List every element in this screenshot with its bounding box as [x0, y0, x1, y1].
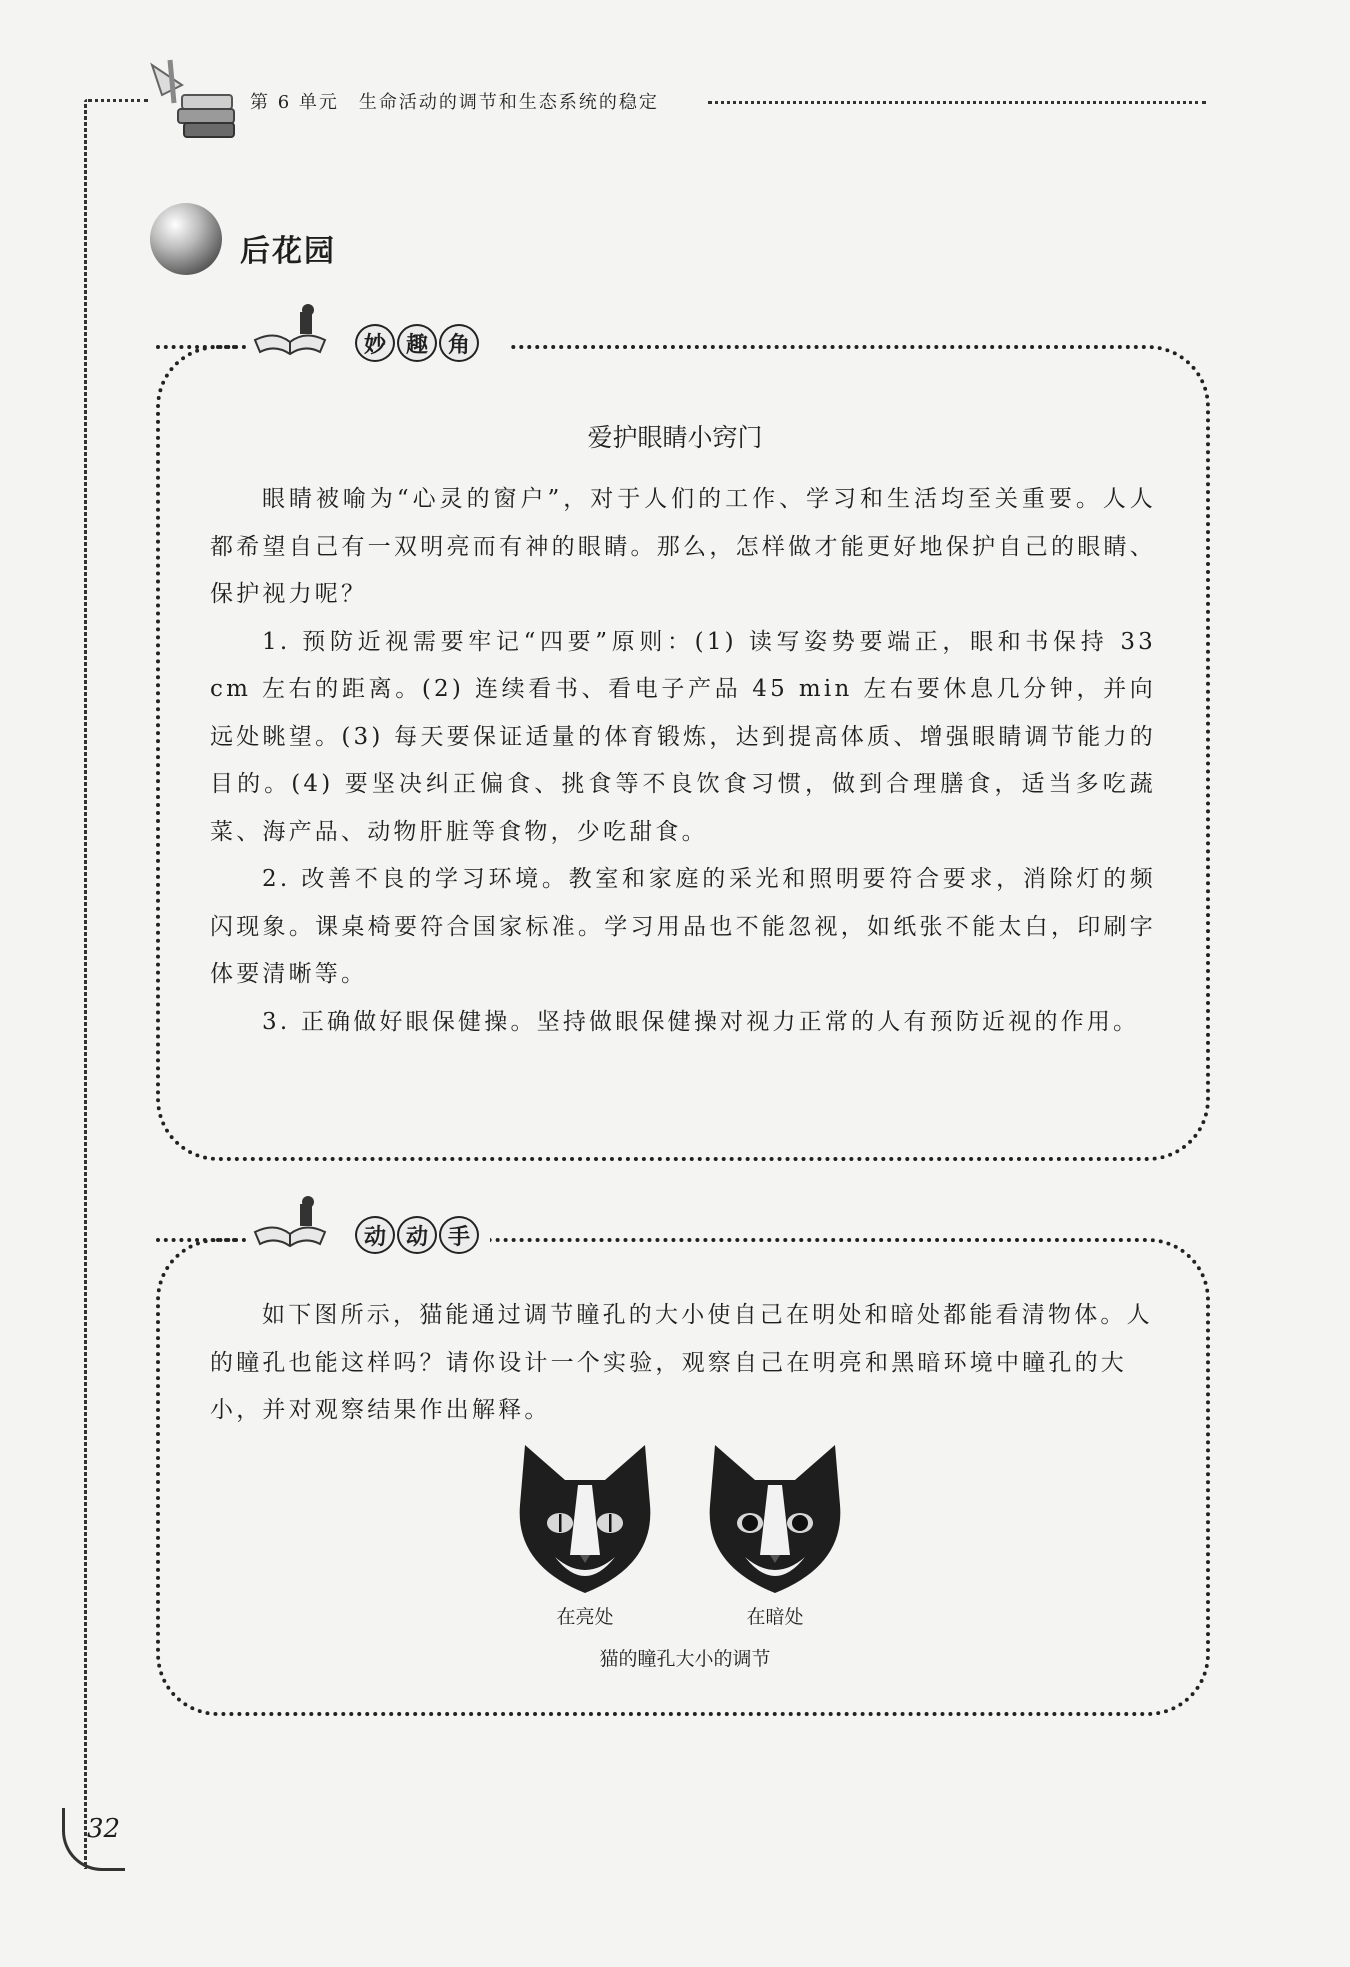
fun-corner-tab — [355, 324, 479, 362]
section-title: 后花园 — [240, 234, 336, 269]
paragraph: 2. 改善不良的学习环境。教室和家庭的采光和照明要符合要求，消除灯的频闪现象。课桌椅要符合国家标准。学习用品也不能忽视，如纸张不能太白，印刷字体要清晰等。 — [210, 866, 1156, 987]
open-book-icon — [250, 1192, 330, 1252]
label-dark: 在暗处 — [746, 1606, 804, 1628]
tab-char: 动 — [397, 1216, 437, 1254]
tab-char: 妙 — [355, 324, 395, 362]
cat-bright-image — [510, 1445, 660, 1595]
paragraph: 如下图所示，猫能通过调节瞳孔的大小使自己在明处和暗处都能看清物体。人的瞳孔也能这样吗？请你设计一个实验，观察自己在明亮和黑暗环境中瞳孔的大小，并对观察结果作出解释。 — [210, 1302, 1153, 1423]
tab-dotted-line — [156, 1238, 246, 1242]
books-icon — [142, 55, 242, 145]
page-number: 32 — [87, 1814, 121, 1844]
cat-dark-image — [700, 1445, 850, 1595]
open-book-icon — [250, 300, 330, 360]
tab-char: 动 — [355, 1216, 395, 1254]
tab-char: 趣 — [397, 324, 437, 362]
hands-on-body — [210, 1292, 1156, 1435]
label-bright: 在亮处 — [556, 1606, 614, 1628]
unit-header: 第 6 单元 生命活动的调节和生态系统的稳定 — [250, 92, 659, 113]
article-body — [210, 476, 1156, 1046]
margin-dotted-line — [84, 99, 87, 1869]
hands-on-tab — [355, 1216, 479, 1254]
tab-dotted-line — [156, 345, 246, 349]
page-number-box — [62, 1808, 125, 1871]
paragraph: 眼睛被喻为“心灵的窗户”，对于人们的工作、学习和生活均至关重要。人人都希望自己有一双明亮而有神的眼睛。那么，怎样做才能更好地保护自己的眼睛、保护视力呢？ — [210, 486, 1156, 607]
header-dotted-line-right — [708, 101, 1206, 104]
figure-caption: 猫的瞳孔大小的调节 — [599, 1648, 771, 1670]
tab-char: 手 — [439, 1216, 479, 1254]
paragraph: 3. 正确做好眼保健操。坚持做眼保健操对视力正常的人有预防近视的作用。 — [262, 1008, 1140, 1035]
paragraph: 1. 预防近视需要牢记“四要”原则：(1) 读写姿势要端正，眼和书保持 33 cm 左右的距离。(2) 连续看书、看电子产品 45 min 左右要休息几分钟，并向远处眺望。(3) 每天要保证适量的体育锻炼，达到提高体质、增强眼睛调节能力的目的。(4) 要坚决纠正偏食、挑食等不良饮食习惯，做到合理膳食，适当多吃蔬菜、海产品、动物肝脏等食物，少吃甜食。 — [210, 628, 1156, 845]
sphere-icon — [150, 203, 222, 275]
article-title: 爱护眼睛小窍门 — [587, 423, 763, 452]
tab-char: 角 — [439, 324, 479, 362]
header-dotted-line-left — [88, 99, 148, 102]
